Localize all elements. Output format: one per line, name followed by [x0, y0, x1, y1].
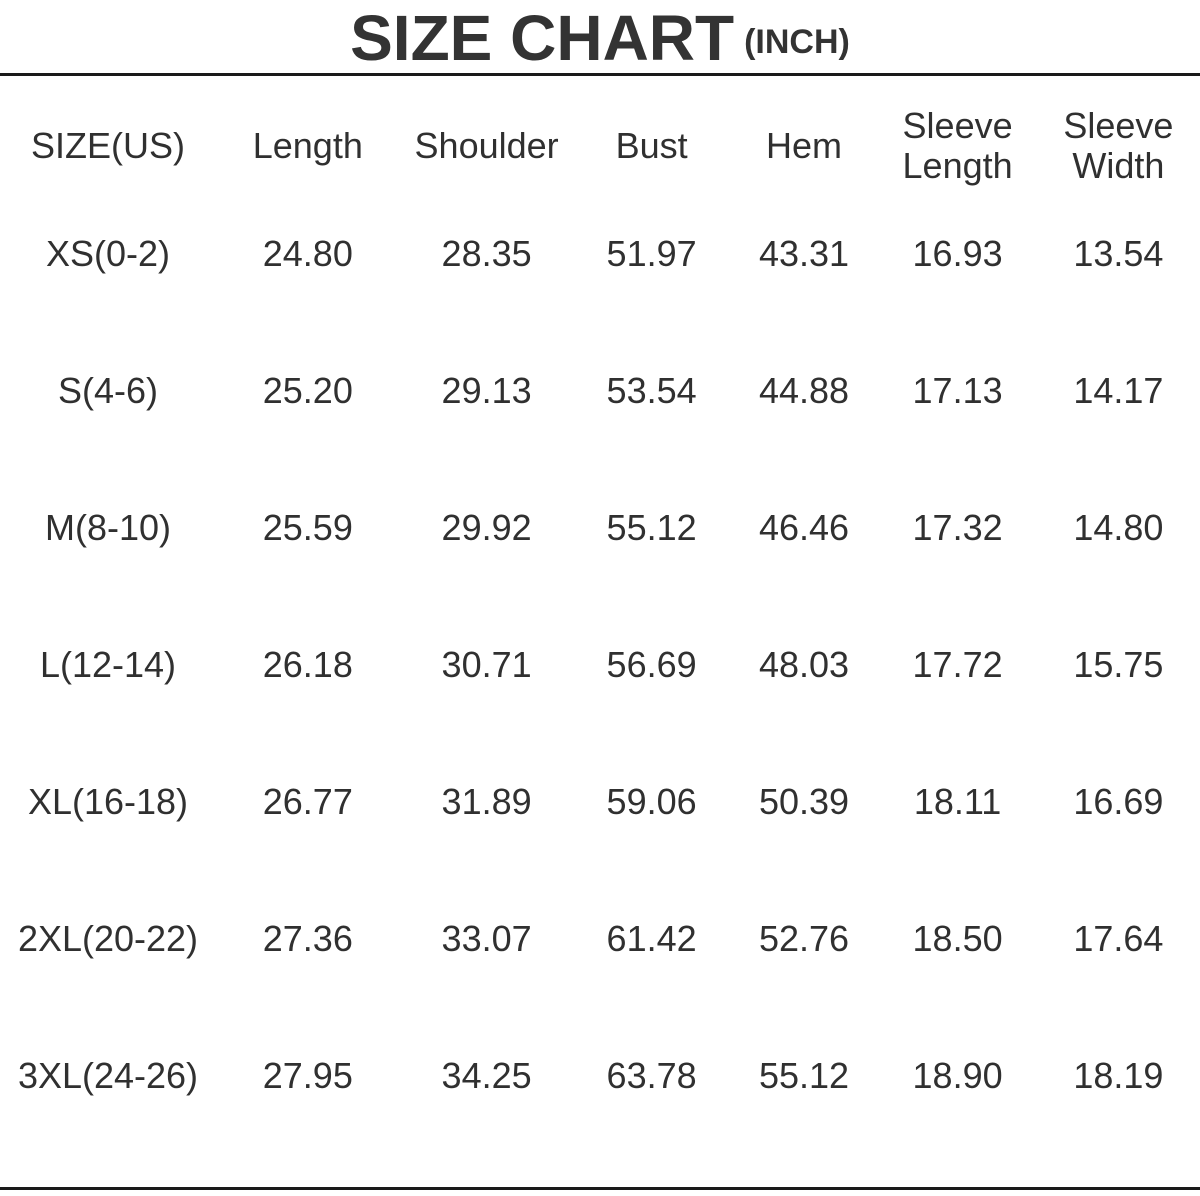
measurement-value-bust: 61.42 — [606, 917, 697, 959]
measurement-value-hem: 48.03 — [758, 643, 850, 685]
measurement-value-hem: 55.12 — [758, 1054, 850, 1096]
size-label: L(12-14) — [39, 643, 177, 685]
measurement-value-sleeve-length: 16.93 — [912, 232, 1003, 274]
table-row-2xl-20-22 — [0, 870, 1200, 1007]
measurement-value-shoulder: 33.07 — [441, 917, 532, 959]
measurement-value-hem: 46.46 — [758, 506, 850, 548]
measurement-value-bust: 51.97 — [606, 232, 697, 274]
measurement-value-shoulder: 31.89 — [441, 780, 532, 822]
measurement-value-bust: 59.06 — [606, 780, 697, 822]
title-unit-label: (INCH) — [744, 23, 850, 61]
measurement-value-sleeve-width: 15.75 — [1073, 643, 1164, 685]
measurement-value-sleeve-length: 17.32 — [912, 506, 1003, 548]
measurement-value-hem: 44.88 — [758, 369, 850, 411]
measurement-value-length: 26.18 — [262, 643, 353, 685]
measurement-value-length: 25.20 — [262, 369, 353, 411]
measurement-value-hem: 43.31 — [758, 232, 850, 274]
size-table — [0, 76, 1200, 1144]
column-header-sleeve-length: Sleeve Length — [902, 105, 1013, 186]
size-table-body — [0, 185, 1200, 1144]
header-row — [0, 76, 1200, 185]
size-label: S(4-6) — [57, 369, 159, 411]
column-header-hem: Hem — [765, 124, 842, 166]
bottom-divider — [0, 1187, 1200, 1190]
measurement-value-sleeve-width: 13.54 — [1073, 232, 1164, 274]
measurement-value-sleeve-width: 16.69 — [1073, 780, 1164, 822]
table-row-l-12-14 — [0, 596, 1200, 733]
measurement-value-length: 25.59 — [262, 506, 353, 548]
size-label: XS(0-2) — [45, 232, 171, 274]
table-row-3xl-24-26 — [0, 1007, 1200, 1144]
measurement-value-bust: 53.54 — [606, 369, 697, 411]
measurement-value-hem: 50.39 — [758, 780, 850, 822]
measurement-value-length: 27.95 — [262, 1054, 353, 1096]
size-table-header — [0, 76, 1200, 185]
size-label: 3XL(24-26) — [17, 1054, 199, 1096]
measurement-value-shoulder: 30.71 — [441, 643, 532, 685]
measurement-value-sleeve-length: 18.11 — [913, 780, 1002, 822]
measurement-value-shoulder: 29.92 — [441, 506, 532, 548]
chart-title-bar — [0, 0, 1200, 76]
measurement-value-length: 27.36 — [262, 917, 353, 959]
measurement-value-sleeve-length: 18.90 — [912, 1054, 1003, 1096]
column-header-sleeve-width: Sleeve Width — [1063, 105, 1174, 186]
column-header-bust: Bust — [615, 124, 688, 166]
measurement-value-sleeve-length: 18.50 — [912, 917, 1003, 959]
size-label: XL(16-18) — [27, 780, 189, 822]
measurement-value-sleeve-length: 17.13 — [912, 369, 1003, 411]
measurement-value-length: 24.80 — [262, 232, 353, 274]
measurement-value-shoulder: 28.35 — [441, 232, 532, 274]
table-row-s-4-6 — [0, 322, 1200, 459]
measurement-value-sleeve-width: 14.80 — [1073, 506, 1164, 548]
column-header-shoulder: Shoulder — [414, 124, 559, 166]
measurement-value-shoulder: 29.13 — [441, 369, 532, 411]
size-label: 2XL(20-22) — [17, 917, 199, 959]
column-header-length: Length — [252, 124, 363, 166]
measurement-value-bust: 63.78 — [606, 1054, 697, 1096]
table-row-xl-16-18 — [0, 733, 1200, 870]
page-title: SIZE CHART — [350, 1, 735, 74]
measurement-value-shoulder: 34.25 — [441, 1054, 532, 1096]
measurement-value-length: 26.77 — [262, 780, 353, 822]
table-row-xs-0-2 — [0, 185, 1200, 322]
measurement-value-bust: 55.12 — [606, 506, 697, 548]
measurement-value-sleeve-width: 17.64 — [1073, 917, 1164, 959]
measurement-value-hem: 52.76 — [758, 917, 850, 959]
measurement-value-bust: 56.69 — [606, 643, 697, 685]
measurement-value-sleeve-length: 17.72 — [912, 643, 1003, 685]
measurement-value-sleeve-width: 18.19 — [1073, 1054, 1164, 1096]
size-label: M(8-10) — [44, 506, 172, 548]
column-header-size-us: SIZE(US) — [30, 124, 185, 166]
table-row-m-8-10 — [0, 459, 1200, 596]
measurement-value-sleeve-width: 14.17 — [1073, 369, 1164, 411]
